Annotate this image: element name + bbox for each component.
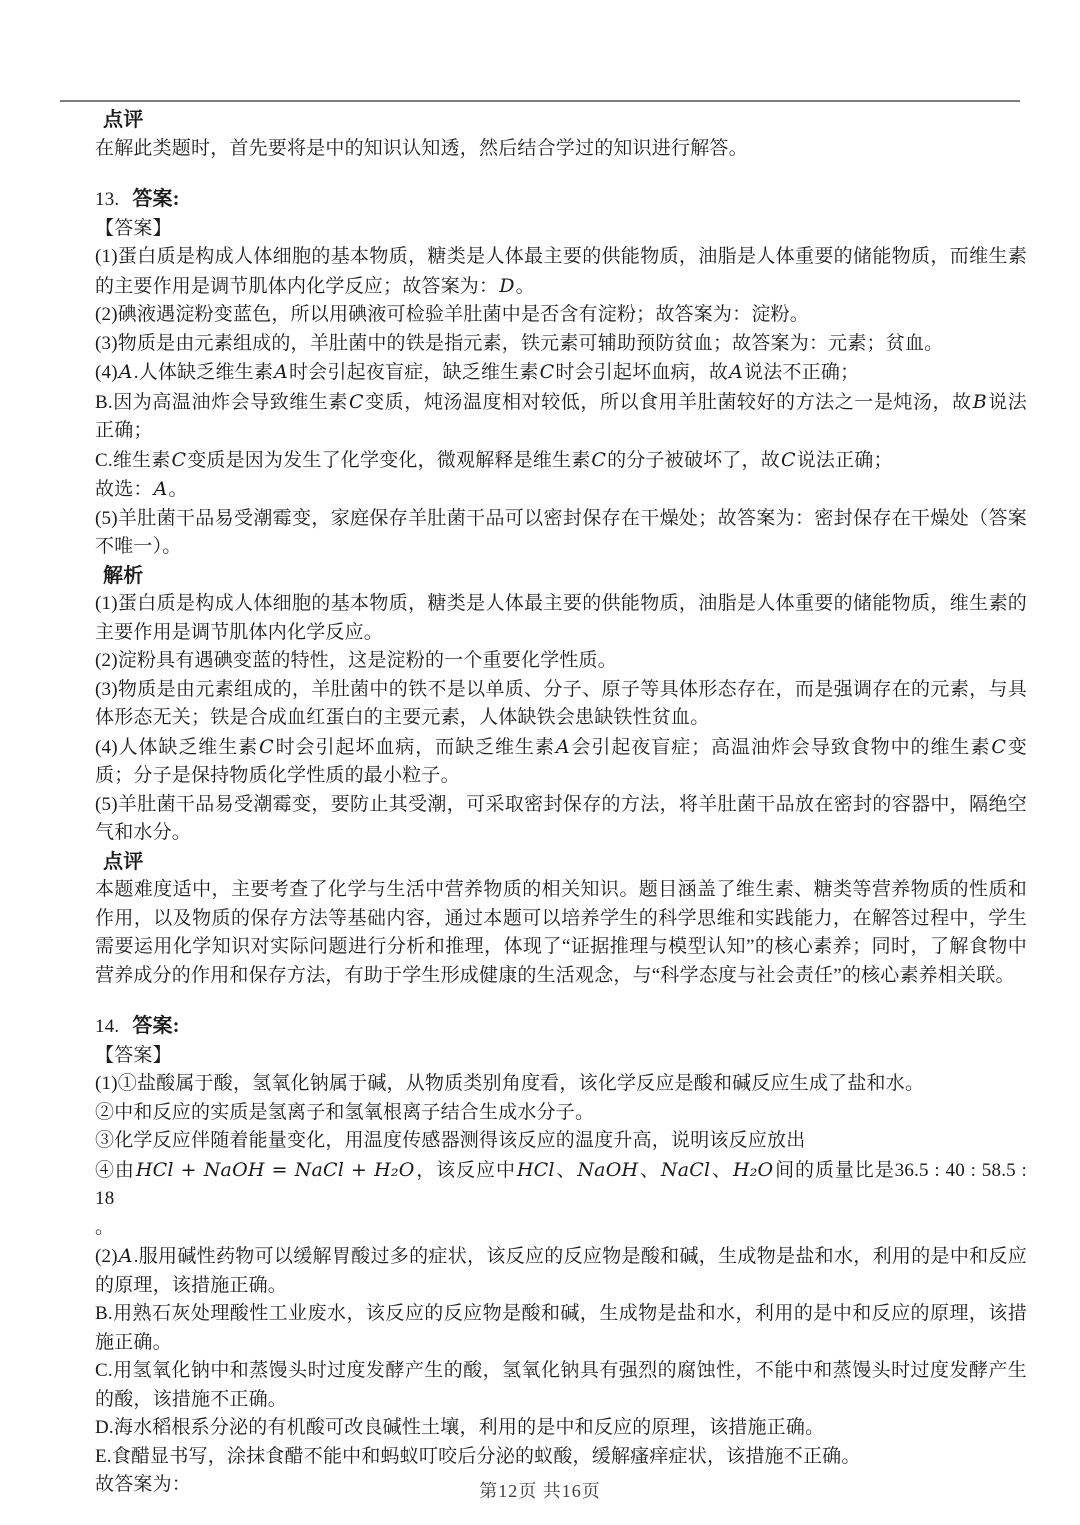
math-expression: NaCl	[660, 1158, 711, 1181]
math-expression: HCl + NaOH = NaCl + H₂O	[135, 1158, 415, 1181]
math-expression: C	[591, 448, 607, 471]
math-expression: A	[153, 478, 168, 500]
math-expression: C	[349, 390, 364, 413]
paragraph	[95, 1214, 1027, 1243]
paragraph	[95, 330, 1027, 359]
text-run: 。	[168, 479, 188, 500]
text-run: ④由	[95, 1159, 135, 1181]
math-expression: C	[171, 448, 187, 471]
paragraph	[95, 1127, 1027, 1156]
paragraph	[95, 446, 1027, 476]
paragraph	[95, 1099, 1027, 1128]
text-run: ③化学反应伴随着能量变化，用温度传感器测得该反应的温度升高，说明该反应放出	[95, 1130, 806, 1151]
text-run: B.用熟石灰处理酸性工业废水，该反应的反应物是酸和碱，生成物是盐和水，利用的是中和反应的原理，该措施正确。	[95, 1303, 1027, 1353]
question-heading	[95, 1012, 1027, 1042]
paragraph	[95, 676, 1027, 733]
text-run: (5)羊肚菌干品易受潮霉变，要防止其受潮，可采取密封保存的方法，将羊肚菌干品放在密封的容器中，隔绝空气和水分。	[95, 793, 1027, 843]
text-run: (1)蛋白质是构成人体细胞的基本物质，糖类是人体最主要的供能物质，油脂是人体重要的储能物质，而维生素的主要作用是调节肌体内化学反应；故答案为：	[95, 246, 1027, 297]
text-run: 、	[639, 1159, 660, 1181]
math-expression: H₂O	[732, 1158, 774, 1181]
text-run: C.维生素	[95, 449, 171, 471]
paragraph	[95, 475, 1027, 505]
text-run: (5)羊肚菌干品易受潮霉变，家庭保存羊肚菌干品可以密封保存在干燥处；故答案为：密封保存在干燥处（答案不唯一）。	[95, 507, 1027, 557]
text-run: (2)碘液遇淀粉变蓝色，所以用碘液可检验羊肚菌中是否含有淀粉；故答案为：淀粉。	[95, 304, 809, 325]
paragraph	[95, 733, 1027, 791]
paragraph	[95, 215, 1027, 244]
text-run: (4)	[95, 362, 118, 383]
paragraph	[95, 1156, 1027, 1214]
math-expression: D	[499, 274, 515, 297]
header-divider-line	[60, 100, 1020, 102]
text-run: ，该反应中	[415, 1159, 516, 1181]
paragraph	[95, 358, 1027, 388]
text-run: 【答案】	[95, 217, 172, 239]
text-run: 【答案】	[95, 1044, 172, 1066]
text-run: 、	[555, 1159, 577, 1181]
text-run: (1)①盐酸属于酸，氢氧化钠属于碱，从物质类别角度看，该化学反应是酸和碱反应生成了盐和水。	[95, 1073, 925, 1094]
math-expression: A	[274, 361, 288, 383]
paragraph	[95, 1042, 1027, 1071]
paragraph	[95, 1414, 1027, 1443]
section-heading: 解析	[103, 564, 144, 587]
math-expression: C	[259, 735, 274, 758]
text-run: (1)蛋白质是构成人体细胞的基本物质，糖类是人体最主要的供能物质，油脂是人体重要的储能物质，维生素的主要作用是调节肌体内化学反应。	[95, 593, 1027, 643]
text-run: 会引起夜盲症；高温油炸会导致食物中的维生素	[570, 736, 991, 758]
text-run: (3)物质是由元素组成的，羊肚菌中的铁是指元素，铁元素可辅助预防贫血；故答案为：元素；贫血。	[95, 332, 944, 354]
math-expression: C	[991, 735, 1007, 758]
paragraph	[95, 876, 1027, 990]
math-expression: A	[555, 735, 570, 758]
text-run: 。	[95, 1216, 115, 1238]
text-run: 故选：	[95, 479, 153, 500]
math-expression: C	[539, 361, 555, 383]
answer-label: 答案:	[132, 188, 180, 210]
paragraph	[95, 301, 1027, 330]
text-run: 间的质量比是36.5 : 40 : 58.5 : 18	[95, 1159, 1028, 1209]
text-run: E.食醋显书写，涂抹食醋不能中和蚂蚁叮咬后分泌的蚁酸，缓解瘙痒症状，该措施不正确。	[95, 1445, 861, 1467]
text-run: D.海水稻根系分泌的有机酸可改良碱性土壤，利用的是中和反应的原理，该措施正确。	[95, 1417, 825, 1438]
math-expression: B	[972, 390, 987, 413]
text-run: 时会引起夜盲症，缺乏维生素	[288, 362, 539, 383]
paragraph	[95, 135, 1027, 164]
paragraph	[95, 388, 1027, 446]
paragraph	[95, 1070, 1027, 1099]
text-run: 变质是因为发生了化学变化，微观解释是维生素	[187, 449, 591, 471]
math-expression: A	[729, 361, 744, 383]
paragraph	[95, 1357, 1027, 1414]
paragraph	[95, 590, 1027, 647]
paragraph	[95, 647, 1027, 676]
text-run: 在解此类题时，首先要将是中的知识认知透，然后结合学过的知识进行解答。	[95, 137, 748, 159]
text-run: B.因为高温油炸会导致维生素	[95, 391, 348, 413]
text-run: (2)	[95, 1246, 118, 1267]
section-heading: 点评	[103, 850, 144, 873]
text-run: (2)淀粉具有遇碘变蓝的特性，这是淀粉的一个重要化学性质。	[95, 650, 617, 671]
text-run: ②中和反应的实质是氢离子和氢氧根离子结合生成水分子。	[95, 1101, 595, 1123]
text-run: 、	[711, 1159, 732, 1181]
text-run: 变质，炖汤温度相对较低，所以食用羊肚菌较好的方法之一是炖汤，故	[364, 391, 972, 413]
text-run: 故答案为：	[95, 1474, 192, 1495]
math-expression: A	[118, 361, 133, 383]
question-number: 13.	[95, 189, 120, 210]
text-run: .人体缺乏维生素	[133, 362, 274, 383]
section-spacer	[95, 163, 1027, 185]
paragraph	[95, 1300, 1027, 1357]
paragraph	[95, 1242, 1027, 1300]
question-number: 14.	[95, 1016, 120, 1037]
text-run: 。	[515, 275, 535, 297]
paragraph	[95, 791, 1027, 848]
text-run: 时会引起坏血病，故	[555, 362, 729, 383]
text-run: C.用氢氧化钠中和蒸馒头时过度发酵产生的酸，氢氧化钠具有强烈的腐蚀性，不能中和蒸馒头时过度发酵产生的酸，该措施不正确。	[95, 1360, 1027, 1410]
math-expression: HCl	[516, 1158, 555, 1181]
text-run: 变质；分子是保持物质化学性质的最小粒子。	[95, 736, 1028, 786]
paragraph	[95, 505, 1027, 562]
answer-label: 答案:	[132, 1015, 180, 1037]
text-run: (3)物质是由元素组成的，羊肚菌中的铁不是以单质、分子、原子等具体形态存在，而是强调存在的元素，与具体形态无关；铁是合成血红蛋白的主要元素，人体缺铁会患缺铁性贫血。	[95, 678, 1027, 728]
text-run: 说法正确；	[95, 391, 1027, 441]
math-expression: A	[118, 1245, 133, 1267]
text-run: .服用碱性药物可以缓解胃酸过多的症状，该反应的反应物是酸和碱，生成物是盐和水，利用的是中和反应的原理，该措施正确。	[95, 1246, 1027, 1296]
text-run: 时会引起坏血病，而缺乏维生素	[274, 736, 555, 758]
paragraph	[95, 1443, 1027, 1472]
text-run: 本题难度适中，主要考查了化学与生活中营养物质的相关知识。题目涵盖了维生素、糖类等营养物质的性质和作用，以及物质的保存方法等基础内容，通过本题可以培养学生的科学思维和实践能力，在解答过程中，学生需要运用化学知识对实际问题进行分析和推理，体现了“证据推理与模型认知”的核心素养；同时，了解食物中营养成分的作用和保存方法，有助于学生形成健康的生活观念，与“科学态度与社会责任”的核心素养相关联。	[95, 879, 1027, 986]
section-spacer	[95, 990, 1027, 1012]
text-run: (4)人体缺乏维生素	[95, 736, 259, 758]
math-expression: NaOH	[577, 1158, 639, 1181]
text-run: 的分子被破坏了，故	[607, 449, 780, 471]
section-heading: 点评	[103, 109, 144, 131]
document-body	[95, 106, 1027, 1500]
page-footer: 第12页 共16页	[479, 1481, 601, 1501]
paragraph	[95, 243, 1027, 301]
question-heading	[95, 185, 1027, 215]
text-run: 说法不正确；	[744, 362, 860, 383]
text-run: 说法正确；	[796, 449, 893, 471]
math-expression: C	[780, 448, 796, 471]
